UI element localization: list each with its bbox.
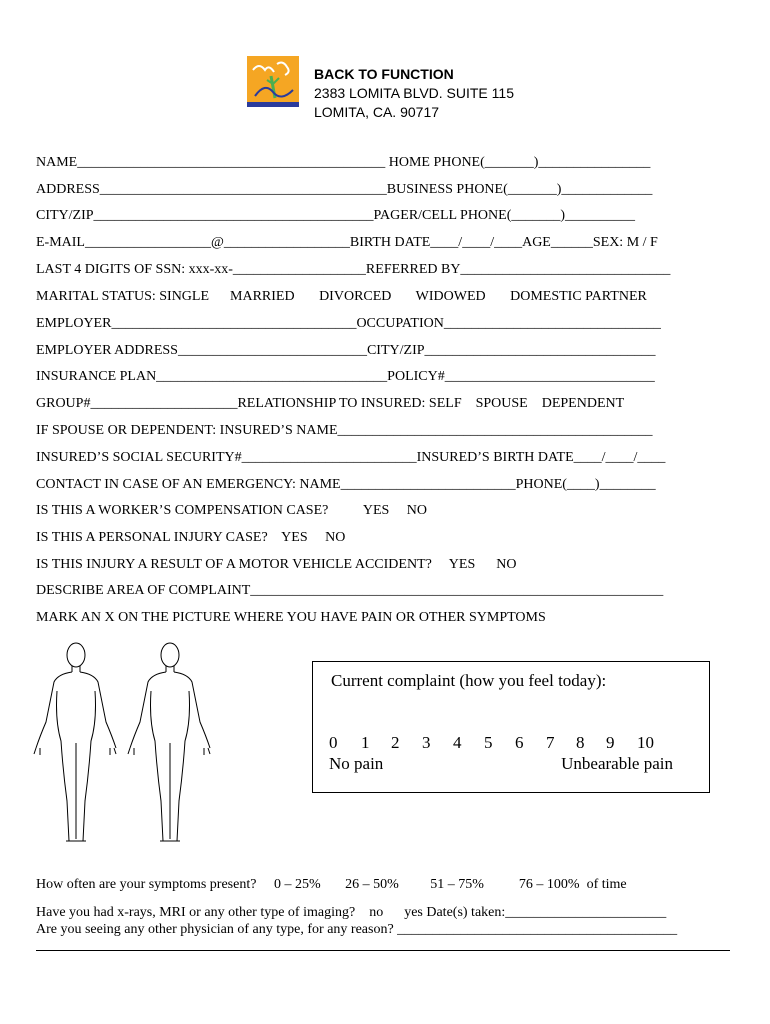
form-line-insurance-plan[interactable]: INSURANCE PLAN_________________________________POLICY#______________________________ [36, 369, 655, 384]
clinic-address-line2: LOMITA, CA. 90717 [314, 104, 440, 120]
form-line-employer[interactable]: EMPLOYER___________________________________OCCUPATION_______________________________ [36, 316, 661, 331]
form-line-personal-injury[interactable]: IS THIS A PERSONAL INJURY CASE? YES NO [36, 530, 346, 545]
blank-answer-line[interactable] [36, 950, 730, 951]
pain-scale-high-label: Unbearable pain [561, 754, 673, 773]
pain-scale-1[interactable]: 1 [361, 733, 370, 752]
pain-scale-10[interactable]: 10 [637, 733, 654, 752]
pain-scale-5[interactable]: 5 [484, 733, 493, 752]
pain-scale-3[interactable]: 3 [422, 733, 431, 752]
other-physician-line[interactable]: Are you seeing any other physician of any type, for any reason? ________________________________________ [36, 922, 678, 937]
form-line-marital-status[interactable]: MARITAL STATUS: SINGLE MARRIED DIVORCED WIDOWED DOMESTIC PARTNER [36, 289, 647, 304]
pain-scale-6[interactable]: 6 [515, 733, 524, 752]
pain-scale-8[interactable]: 8 [576, 733, 585, 752]
form-line-employer-address[interactable]: EMPLOYER ADDRESS___________________________CITY/ZIP_________________________________ [36, 343, 656, 358]
clinic-address-line1: 2383 LOMITA BLVD. SUITE 115 [314, 85, 514, 101]
form-line-mark-instruction: MARK AN X ON THE PICTURE WHERE YOU HAVE PAIN OR OTHER SYMPTOMS [36, 610, 546, 625]
pain-scale-2[interactable]: 2 [391, 733, 400, 752]
form-line-group[interactable]: GROUP#_____________________RELATIONSHIP TO INSURED: SELF SPOUSE DEPENDENT [36, 396, 625, 411]
complaint-box-title: Current complaint (how you feel today): [331, 671, 607, 690]
form-line-city-zip[interactable]: CITY/ZIP________________________________________PAGER/CELL PHONE(_______)__________ [36, 208, 636, 223]
form-line-insured-name[interactable]: IF SPOUSE OR DEPENDENT: INSURED’S NAME_____________________________________________ [36, 423, 653, 438]
pain-scale-low-label: No pain [329, 754, 384, 773]
pain-scale-7[interactable]: 7 [546, 733, 555, 752]
body-diagram[interactable] [30, 635, 220, 850]
form-line-ssn[interactable]: LAST 4 DIGITS OF SSN: xxx-xx-___________________REFERRED BY______________________________ [36, 262, 671, 277]
form-line-insured-ssn[interactable]: INSURED’S SOCIAL SECURITY#_________________________INSURED’S BIRTH DATE____/____/____ [36, 450, 666, 465]
form-line-address[interactable]: ADDRESS_________________________________________BUSINESS PHONE(_______)_____________ [36, 182, 653, 197]
symptom-frequency-line[interactable]: How often are your symptoms present? 0 – 25% 26 – 50% 51 – 75% 76 – 100% of time [36, 877, 627, 892]
form-line-complaint-area[interactable]: DESCRIBE AREA OF COMPLAINT___________________________________________________________ [36, 583, 664, 598]
clinic-logo [247, 56, 299, 109]
form-line-email[interactable]: E-MAIL__________________@__________________BIRTH DATE____/____/____AGE______SEX: M / F [36, 235, 658, 250]
body-back-figure [128, 643, 210, 841]
form-line-workers-comp[interactable]: IS THIS A WORKER’S COMPENSATION CASE? YES NO [36, 503, 428, 518]
current-complaint-box [312, 661, 710, 793]
imaging-line[interactable]: Have you had x-rays, MRI or any other type of imaging? no yes Date(s) taken:_______________________ [36, 905, 667, 920]
pain-scale-0[interactable]: 0 [329, 733, 338, 752]
form-line-name[interactable]: NAME____________________________________________ HOME PHONE(_______)________________ [36, 155, 651, 170]
pain-scale-9[interactable]: 9 [606, 733, 615, 752]
clinic-name: BACK TO FUNCTION [314, 66, 454, 82]
form-line-emergency-contact[interactable]: CONTACT IN CASE OF AN EMERGENCY: NAME_________________________PHONE(____)________ [36, 477, 656, 492]
pain-scale-4[interactable]: 4 [453, 733, 462, 752]
form-line-motor-vehicle[interactable]: IS THIS INJURY A RESULT OF A MOTOR VEHICLE ACCIDENT? YES NO [36, 557, 517, 572]
body-front-figure [34, 643, 116, 841]
